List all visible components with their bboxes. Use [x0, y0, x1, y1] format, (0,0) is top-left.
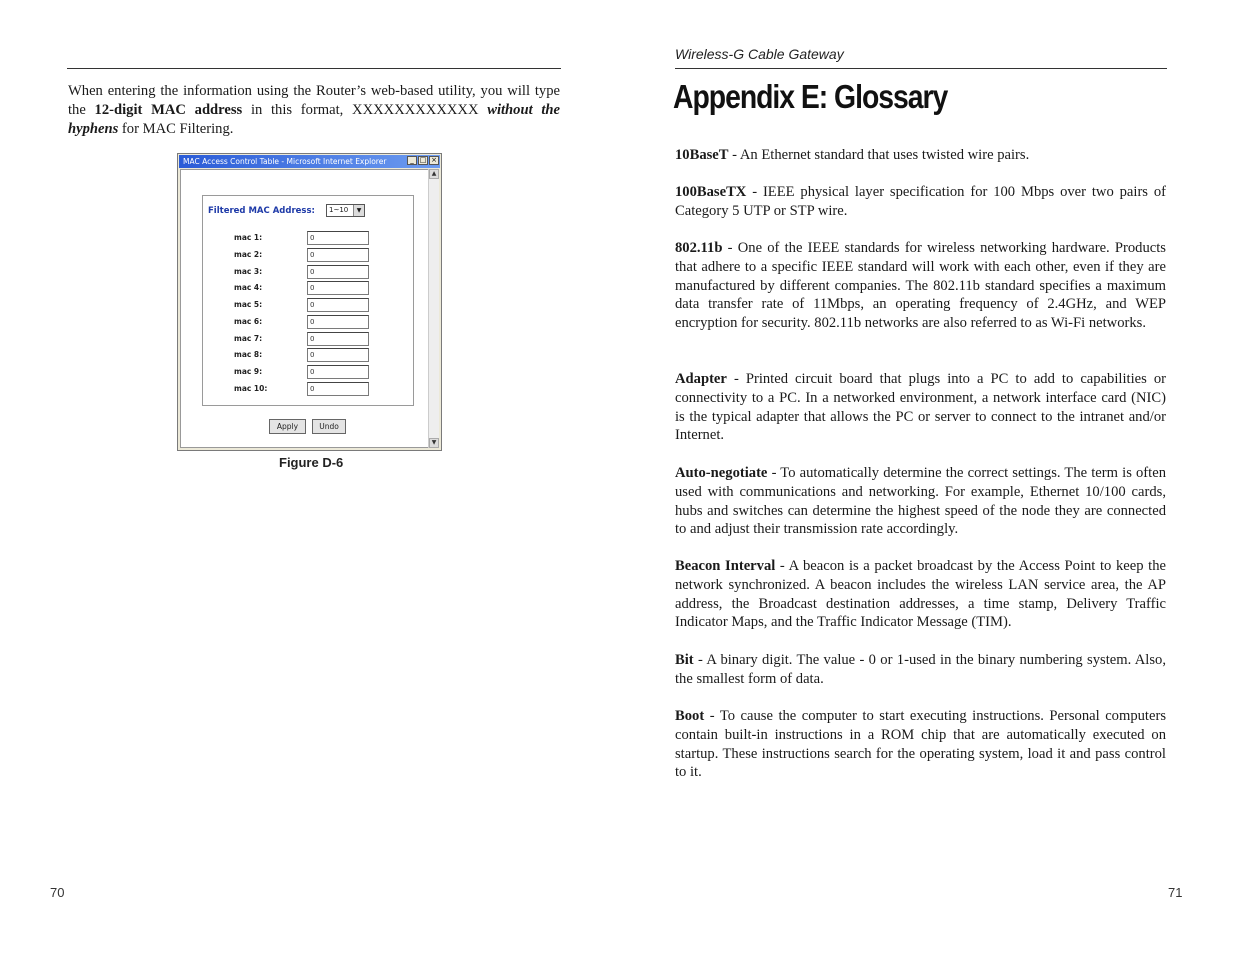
- page-number-left: 70: [50, 885, 65, 900]
- scroll-up-icon[interactable]: ▲: [429, 169, 439, 179]
- filtered-mac-label: Filtered MAC Address:: [208, 206, 315, 216]
- mac-label: mac 10:: [234, 384, 268, 393]
- mac-row-9: [234, 365, 394, 379]
- glossary-term: 100BaseTX: [675, 184, 747, 200]
- mac-row-1: [234, 231, 394, 245]
- figure-caption: Figure D-6: [279, 455, 344, 470]
- maximize-icon[interactable]: □: [419, 156, 427, 164]
- minimize-icon[interactable]: _: [407, 156, 417, 165]
- mac-input[interactable]: 0: [307, 332, 369, 346]
- mac-row-10: [234, 382, 394, 396]
- apply-button[interactable]: Apply: [269, 419, 306, 434]
- mac-label: mac 5:: [234, 300, 263, 309]
- mac-row-5: [234, 298, 394, 312]
- mac-row-8: [234, 348, 394, 362]
- mac-input[interactable]: 0: [307, 231, 369, 245]
- window-title: MAC Access Control Table - Microsoft Internet Explorer: [183, 157, 387, 166]
- mac-row-6: [234, 315, 394, 329]
- intro-bold-italic: without the hyphens: [68, 101, 560, 137]
- intro-text-1: When entering the information using the Router’s web-based utility, you will type the: [68, 83, 560, 118]
- glossary-definition: - Printed circuit board that plugs into a PC to add to capabilities or connectivity to a PC. In a networked environment, a network interface card (NIC) is the typical adapter that allows the PC or server to connect to the intranet and/or Internet.: [675, 371, 1166, 444]
- glossary-entry: [675, 146, 1166, 165]
- mac-label: mac 9:: [234, 367, 263, 376]
- glossary-term: Bit: [675, 652, 694, 668]
- mac-input[interactable]: 0: [307, 382, 369, 396]
- glossary-term: Beacon Interval: [675, 558, 776, 574]
- glossary-term: Adapter: [675, 371, 727, 387]
- glossary-definition: - To cause the computer to start executing instructions. Personal computers contain built-in instructions in a ROM chip that are automatically executed on startup. These instructions search for the operating system, load it and pass control to it.: [675, 708, 1166, 781]
- glossary-entry: [675, 239, 1166, 333]
- mac-label: mac 4:: [234, 283, 263, 292]
- mac-range-select[interactable]: [326, 204, 365, 217]
- running-head: Wireless-G Cable Gateway: [675, 46, 844, 62]
- page-title: Appendix E: Glossary: [673, 78, 948, 115]
- glossary-term: Auto-negotiate: [675, 465, 768, 481]
- mac-range-value: 1~10: [329, 206, 349, 214]
- close-icon[interactable]: ×: [429, 156, 439, 165]
- intro-text-2: in this format, XXXXXXXXXXXX: [242, 101, 488, 118]
- glossary-entry: [675, 651, 1166, 689]
- intro-text-3: for MAC Filtering.: [118, 120, 234, 137]
- glossary-term: 10BaseT: [675, 147, 729, 163]
- mac-input[interactable]: 0: [307, 248, 369, 262]
- glossary-definition: - One of the IEEE standards for wireless networking hardware. Products that adhere to a specific IEEE standard will work with each other, even if they are manufactured by different companies. The 802.11b standard specifies a maximum data transfer rate of 11Mbps, an operating frequency of 2.4GHz, and WEP encryption for security. 802.11b networks are also referred to as Wi-Fi networks.: [675, 240, 1166, 332]
- mac-label: mac 2:: [234, 250, 263, 259]
- glossary-definition: - An Ethernet standard that uses twisted wire pairs.: [728, 147, 1030, 163]
- window-title-bar: [179, 155, 440, 168]
- window-client-area: [180, 169, 429, 448]
- glossary-definition: - A beacon is a packet broadcast by the Access Point to keep the network synchronized. A beacon includes the wireless LAN service area, the AP address, the Broadcast destination addresses, a time stamp, Delivery Traffic Indicator Maps, and the Traffic Indicator Message (TIM).: [675, 558, 1166, 631]
- right-header-rule: [675, 68, 1167, 69]
- mac-access-window-screenshot: [177, 153, 442, 451]
- intro-bold: 12-digit MAC address: [94, 101, 243, 118]
- glossary-entry: [675, 464, 1166, 539]
- mac-input[interactable]: 0: [307, 298, 369, 312]
- mac-row-4: [234, 281, 394, 295]
- chevron-down-icon[interactable]: ▼: [353, 205, 364, 216]
- page-number-right: 71: [1168, 885, 1183, 900]
- undo-button[interactable]: Undo: [312, 419, 346, 434]
- scroll-down-icon[interactable]: ▼: [429, 438, 439, 448]
- glossary-entry: [675, 707, 1166, 782]
- mac-input[interactable]: 0: [307, 281, 369, 295]
- glossary-term: 802.11b: [675, 240, 723, 256]
- glossary-entry: [675, 183, 1166, 221]
- intro-paragraph: [68, 82, 560, 138]
- glossary-definition: - A binary digit. The value - 0 or 1-used in the binary numbering system. Also, the smallest form of data.: [675, 652, 1166, 687]
- glossary-entry: [675, 557, 1166, 632]
- glossary-definition: - To automatically determine the correct settings. The term is often used with communications and networking. For example, Ethernet 10/100 cards, hubs and switches can determine the highest speed of the node they are connected to and adjust their transmission rate accordingly.: [675, 465, 1166, 538]
- mac-row-3: [234, 265, 394, 279]
- mac-row-2: [234, 248, 394, 262]
- mac-label: mac 6:: [234, 317, 263, 326]
- mac-row-7: [234, 332, 394, 346]
- mac-label: mac 8:: [234, 350, 263, 359]
- window-controls: [407, 156, 439, 165]
- glossary-entry: [675, 370, 1166, 445]
- mac-label: mac 1:: [234, 233, 263, 242]
- mac-label: mac 3:: [234, 267, 263, 276]
- glossary-term: Boot: [675, 708, 705, 724]
- mac-label: mac 7:: [234, 334, 263, 343]
- mac-input[interactable]: 0: [307, 265, 369, 279]
- left-header-rule: [67, 68, 561, 69]
- glossary-definition: - IEEE physical layer specification for 100 Mbps over two pairs of Category 5 UTP or STP wire.: [675, 184, 1166, 219]
- mac-input[interactable]: 0: [307, 365, 369, 379]
- mac-input[interactable]: 0: [307, 315, 369, 329]
- mac-input[interactable]: 0: [307, 348, 369, 362]
- vertical-scrollbar[interactable]: [428, 169, 439, 448]
